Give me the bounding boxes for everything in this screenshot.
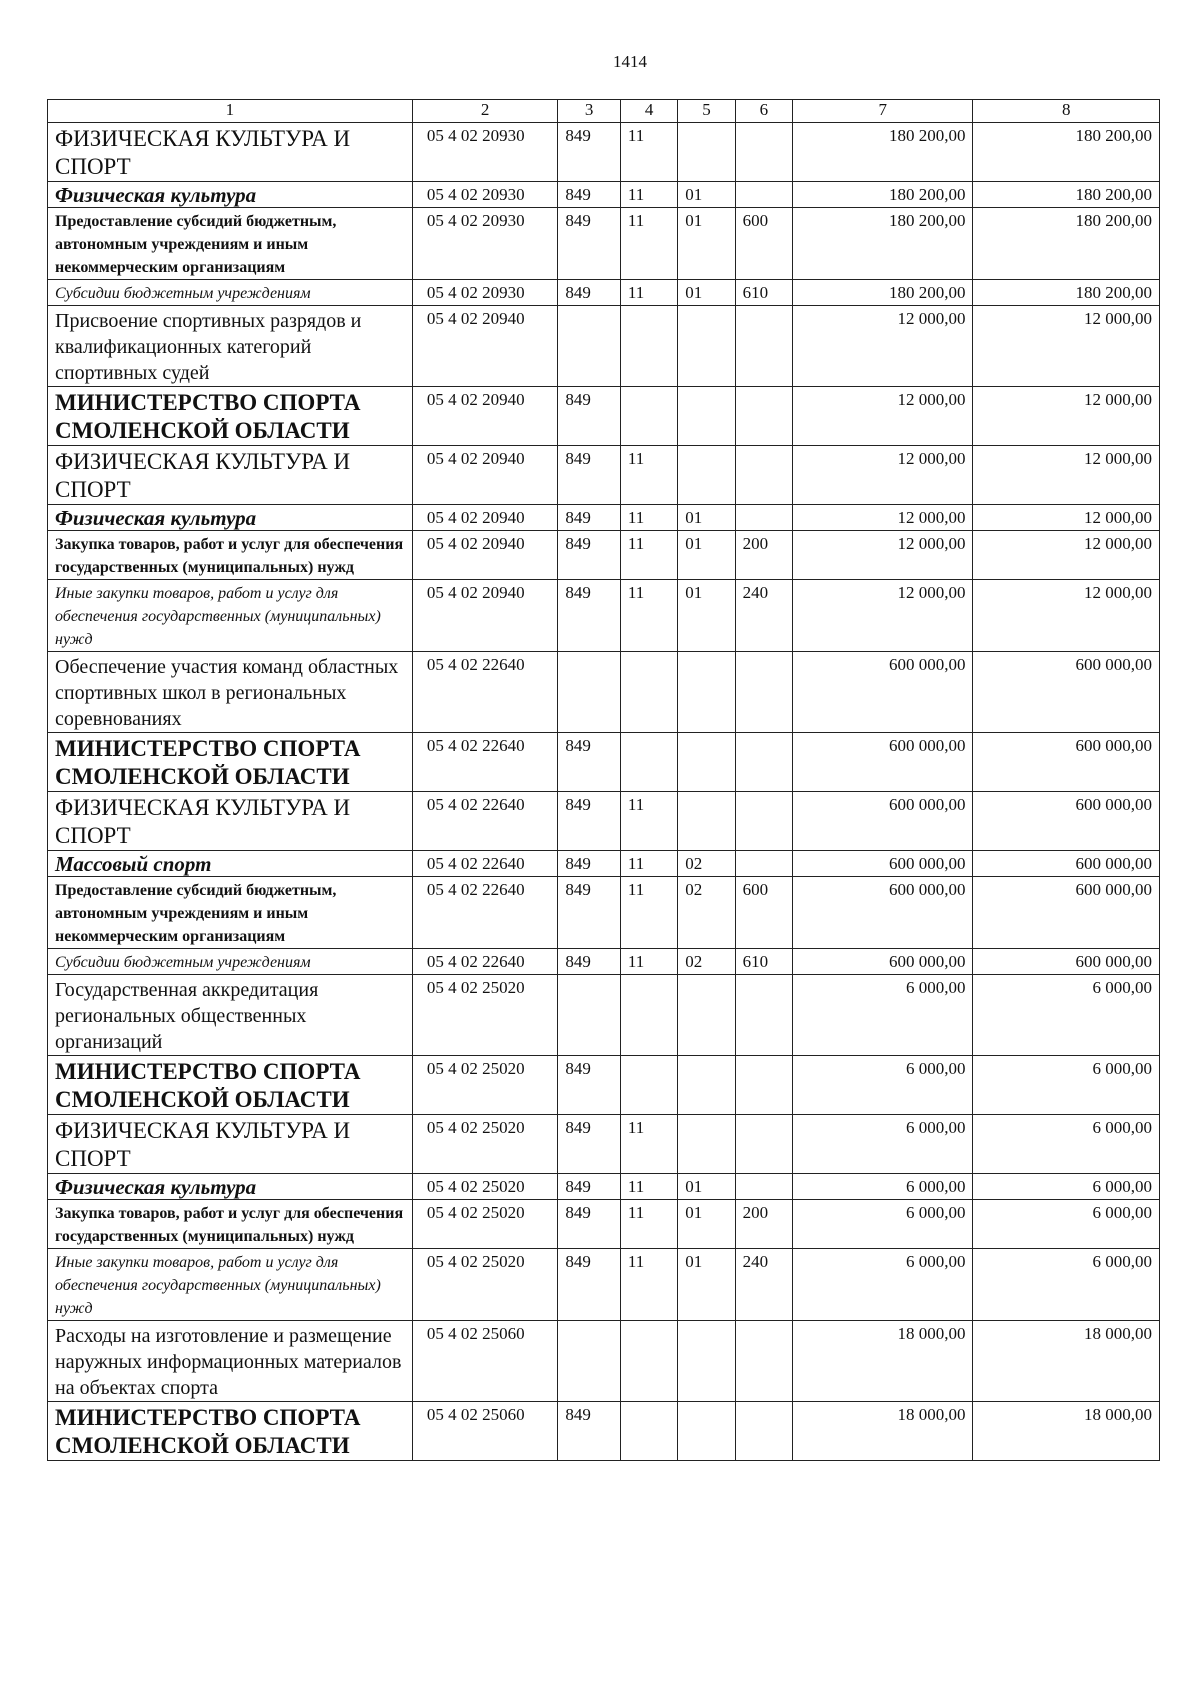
target-code: 05 4 02 20940 <box>412 387 558 446</box>
table-row <box>48 1115 1160 1174</box>
expense-type-code <box>735 505 792 531</box>
expense-type-code <box>735 975 792 1056</box>
table-row <box>48 1249 1160 1321</box>
target-code: 05 4 02 22640 <box>412 877 558 949</box>
subsection-code: 01 <box>678 208 735 280</box>
section-code: 11 <box>620 182 677 208</box>
target-code: 05 4 02 20930 <box>412 280 558 306</box>
amount-col8: 6 000,00 <box>973 1115 1160 1174</box>
table-row <box>48 1174 1160 1200</box>
table-row <box>48 652 1160 733</box>
ministry-code: 849 <box>558 580 621 652</box>
table-row <box>48 182 1160 208</box>
table-row <box>48 531 1160 580</box>
table-row <box>48 949 1160 975</box>
header-cell: 2 <box>412 100 558 123</box>
ministry-code: 849 <box>558 123 621 182</box>
amount-col8: 180 200,00 <box>973 123 1160 182</box>
subsection-code <box>678 123 735 182</box>
section-code <box>620 1056 677 1115</box>
amount-col7: 180 200,00 <box>793 280 973 306</box>
subsection-code: 02 <box>678 949 735 975</box>
section-code: 11 <box>620 792 677 851</box>
subsection-code <box>678 446 735 505</box>
amount-col8: 6 000,00 <box>973 1056 1160 1115</box>
target-code: 05 4 02 25020 <box>412 975 558 1056</box>
item-name: Субсидии бюджетным учреждениям <box>48 949 413 975</box>
section-code <box>620 306 677 387</box>
expense-type-code <box>735 182 792 208</box>
item-name: Физическая культура <box>48 1174 413 1200</box>
ministry-code: 849 <box>558 531 621 580</box>
expense-type-code: 610 <box>735 949 792 975</box>
amount-col7: 6 000,00 <box>793 1200 973 1249</box>
header-cell: 8 <box>973 100 1160 123</box>
item-name: МИНИСТЕРСТВО СПОРТА СМОЛЕНСКОЙ ОБЛАСТИ <box>48 1402 413 1461</box>
amount-col8: 180 200,00 <box>973 208 1160 280</box>
amount-col7: 6 000,00 <box>793 1056 973 1115</box>
target-code: 05 4 02 20940 <box>412 580 558 652</box>
header-cell: 6 <box>735 100 792 123</box>
section-code: 11 <box>620 877 677 949</box>
section-code: 11 <box>620 851 677 877</box>
amount-col7: 6 000,00 <box>793 975 973 1056</box>
section-code <box>620 1321 677 1402</box>
subsection-code: 02 <box>678 851 735 877</box>
item-name: Присвоение спортивных разрядов и квалификационных категорий спортивных судей <box>48 306 413 387</box>
ministry-code: 849 <box>558 208 621 280</box>
table-row <box>48 1321 1160 1402</box>
expense-type-code <box>735 652 792 733</box>
ministry-code: 849 <box>558 949 621 975</box>
ministry-code: 849 <box>558 1056 621 1115</box>
expense-type-code <box>735 1056 792 1115</box>
section-code <box>620 1402 677 1461</box>
table-row <box>48 877 1160 949</box>
ministry-code: 849 <box>558 280 621 306</box>
expense-type-code: 200 <box>735 531 792 580</box>
section-code: 11 <box>620 280 677 306</box>
amount-col7: 12 000,00 <box>793 306 973 387</box>
table-row <box>48 1402 1160 1461</box>
target-code: 05 4 02 20930 <box>412 208 558 280</box>
expense-type-code: 610 <box>735 280 792 306</box>
amount-col8: 6 000,00 <box>973 1200 1160 1249</box>
expense-type-code <box>735 446 792 505</box>
amount-col7: 600 000,00 <box>793 851 973 877</box>
item-name: ФИЗИЧЕСКАЯ КУЛЬТУРА И СПОРТ <box>48 1115 413 1174</box>
subsection-code: 01 <box>678 531 735 580</box>
amount-col8: 18 000,00 <box>973 1321 1160 1402</box>
subsection-code <box>678 1056 735 1115</box>
item-name: Физическая культура <box>48 182 413 208</box>
section-code: 11 <box>620 1249 677 1321</box>
table-row <box>48 792 1160 851</box>
subsection-code: 02 <box>678 877 735 949</box>
section-code: 11 <box>620 1174 677 1200</box>
expense-type-code <box>735 1115 792 1174</box>
amount-col7: 12 000,00 <box>793 531 973 580</box>
ministry-code <box>558 975 621 1056</box>
amount-col7: 6 000,00 <box>793 1249 973 1321</box>
expense-type-code <box>735 792 792 851</box>
target-code: 05 4 02 25020 <box>412 1115 558 1174</box>
header-cell: 4 <box>620 100 677 123</box>
subsection-code: 01 <box>678 580 735 652</box>
expense-type-code <box>735 733 792 792</box>
table-row <box>48 123 1160 182</box>
expense-type-code <box>735 387 792 446</box>
expense-type-code <box>735 306 792 387</box>
target-code: 05 4 02 22640 <box>412 733 558 792</box>
expense-type-code: 200 <box>735 1200 792 1249</box>
item-name: Обеспечение участия команд областных спортивных школ в региональных соревнованиях <box>48 652 413 733</box>
amount-col8: 600 000,00 <box>973 851 1160 877</box>
section-code: 11 <box>620 580 677 652</box>
table-row <box>48 280 1160 306</box>
ministry-code: 849 <box>558 387 621 446</box>
section-code: 11 <box>620 1200 677 1249</box>
subsection-code: 01 <box>678 1249 735 1321</box>
target-code: 05 4 02 20930 <box>412 123 558 182</box>
ministry-code: 849 <box>558 1174 621 1200</box>
subsection-code <box>678 1321 735 1402</box>
item-name: Расходы на изготовление и размещение наружных информационных материалов на объектах спорта <box>48 1321 413 1402</box>
ministry-code: 849 <box>558 1402 621 1461</box>
amount-col8: 6 000,00 <box>973 1174 1160 1200</box>
expense-type-code <box>735 1402 792 1461</box>
amount-col8: 18 000,00 <box>973 1402 1160 1461</box>
amount-col7: 600 000,00 <box>793 733 973 792</box>
ministry-code: 849 <box>558 733 621 792</box>
subsection-code: 01 <box>678 182 735 208</box>
ministry-code: 849 <box>558 877 621 949</box>
item-name: МИНИСТЕРСТВО СПОРТА СМОЛЕНСКОЙ ОБЛАСТИ <box>48 387 413 446</box>
subsection-code <box>678 792 735 851</box>
header-cell: 3 <box>558 100 621 123</box>
item-name: ФИЗИЧЕСКАЯ КУЛЬТУРА И СПОРТ <box>48 123 413 182</box>
amount-col7: 600 000,00 <box>793 877 973 949</box>
header-cell: 5 <box>678 100 735 123</box>
target-code: 05 4 02 22640 <box>412 851 558 877</box>
amount-col7: 6 000,00 <box>793 1174 973 1200</box>
item-name: Предоставление субсидий бюджетным, автономным учреждениям и иным некоммерческим организациям <box>48 877 413 949</box>
subsection-code <box>678 387 735 446</box>
subsection-code <box>678 975 735 1056</box>
expense-type-code: 240 <box>735 1249 792 1321</box>
header-row <box>48 100 1160 123</box>
subsection-code <box>678 1115 735 1174</box>
table-row <box>48 1200 1160 1249</box>
amount-col8: 600 000,00 <box>973 792 1160 851</box>
item-name: МИНИСТЕРСТВО СПОРТА СМОЛЕНСКОЙ ОБЛАСТИ <box>48 1056 413 1115</box>
table-body <box>48 100 1160 1461</box>
item-name: Иные закупки товаров, работ и услуг для обеспечения государственных (муниципальных) нужд <box>48 580 413 652</box>
budget-table <box>47 99 1160 1461</box>
item-name: Массовый спорт <box>48 851 413 877</box>
amount-col7: 600 000,00 <box>793 949 973 975</box>
table-row <box>48 975 1160 1056</box>
item-name: Субсидии бюджетным учреждениям <box>48 280 413 306</box>
target-code: 05 4 02 25060 <box>412 1402 558 1461</box>
item-name: ФИЗИЧЕСКАЯ КУЛЬТУРА И СПОРТ <box>48 792 413 851</box>
subsection-code <box>678 733 735 792</box>
ministry-code: 849 <box>558 446 621 505</box>
subsection-code <box>678 652 735 733</box>
table-row <box>48 580 1160 652</box>
item-name: Закупка товаров, работ и услуг для обеспечения государственных (муниципальных) нужд <box>48 1200 413 1249</box>
amount-col8: 12 000,00 <box>973 306 1160 387</box>
expense-type-code: 600 <box>735 208 792 280</box>
expense-type-code: 600 <box>735 877 792 949</box>
ministry-code: 849 <box>558 1200 621 1249</box>
target-code: 05 4 02 25020 <box>412 1200 558 1249</box>
table-row <box>48 1056 1160 1115</box>
subsection-code <box>678 306 735 387</box>
section-code <box>620 975 677 1056</box>
item-name: Иные закупки товаров, работ и услуг для обеспечения государственных (муниципальных) нужд <box>48 1249 413 1321</box>
item-name: Физическая культура <box>48 505 413 531</box>
target-code: 05 4 02 20940 <box>412 531 558 580</box>
ministry-code: 849 <box>558 1115 621 1174</box>
target-code: 05 4 02 25020 <box>412 1249 558 1321</box>
target-code: 05 4 02 25020 <box>412 1056 558 1115</box>
amount-col7: 12 000,00 <box>793 505 973 531</box>
amount-col8: 12 000,00 <box>973 505 1160 531</box>
section-code: 11 <box>620 123 677 182</box>
target-code: 05 4 02 25060 <box>412 1321 558 1402</box>
amount-col8: 600 000,00 <box>973 949 1160 975</box>
section-code: 11 <box>620 505 677 531</box>
amount-col7: 12 000,00 <box>793 446 973 505</box>
subsection-code: 01 <box>678 1200 735 1249</box>
ministry-code <box>558 306 621 387</box>
table-row <box>48 505 1160 531</box>
amount-col8: 6 000,00 <box>973 975 1160 1056</box>
amount-col8: 12 000,00 <box>973 531 1160 580</box>
section-code <box>620 387 677 446</box>
ministry-code: 849 <box>558 1249 621 1321</box>
section-code <box>620 733 677 792</box>
header-cell: 1 <box>48 100 413 123</box>
expense-type-code: 240 <box>735 580 792 652</box>
section-code: 11 <box>620 949 677 975</box>
table-row <box>48 306 1160 387</box>
ministry-code <box>558 1321 621 1402</box>
section-code: 11 <box>620 531 677 580</box>
amount-col7: 12 000,00 <box>793 387 973 446</box>
amount-col8: 180 200,00 <box>973 280 1160 306</box>
amount-col7: 600 000,00 <box>793 792 973 851</box>
amount-col7: 600 000,00 <box>793 652 973 733</box>
table-row <box>48 208 1160 280</box>
subsection-code: 01 <box>678 280 735 306</box>
item-name: Закупка товаров, работ и услуг для обеспечения государственных (муниципальных) нужд <box>48 531 413 580</box>
amount-col8: 600 000,00 <box>973 652 1160 733</box>
table-row <box>48 851 1160 877</box>
target-code: 05 4 02 20940 <box>412 505 558 531</box>
ministry-code <box>558 652 621 733</box>
amount-col7: 6 000,00 <box>793 1115 973 1174</box>
target-code: 05 4 02 22640 <box>412 652 558 733</box>
header-cell: 7 <box>793 100 973 123</box>
amount-col8: 600 000,00 <box>973 877 1160 949</box>
subsection-code <box>678 1402 735 1461</box>
amount-col7: 12 000,00 <box>793 580 973 652</box>
table-row <box>48 387 1160 446</box>
amount-col8: 12 000,00 <box>973 580 1160 652</box>
amount-col7: 18 000,00 <box>793 1402 973 1461</box>
expense-type-code <box>735 1174 792 1200</box>
amount-col8: 12 000,00 <box>973 387 1160 446</box>
section-code <box>620 652 677 733</box>
expense-type-code <box>735 123 792 182</box>
amount-col8: 600 000,00 <box>973 733 1160 792</box>
amount-col8: 6 000,00 <box>973 1249 1160 1321</box>
ministry-code: 849 <box>558 792 621 851</box>
expense-type-code <box>735 851 792 877</box>
table-row <box>48 733 1160 792</box>
ministry-code: 849 <box>558 182 621 208</box>
table-row <box>48 446 1160 505</box>
page-number: 1414 <box>613 52 647 71</box>
item-name: Предоставление субсидий бюджетным, автономным учреждениям и иным некоммерческим организациям <box>48 208 413 280</box>
section-code: 11 <box>620 446 677 505</box>
target-code: 05 4 02 22640 <box>412 792 558 851</box>
section-code: 11 <box>620 208 677 280</box>
amount-col7: 18 000,00 <box>793 1321 973 1402</box>
amount-col7: 180 200,00 <box>793 182 973 208</box>
target-code: 05 4 02 22640 <box>412 949 558 975</box>
expense-type-code <box>735 1321 792 1402</box>
amount-col8: 180 200,00 <box>973 182 1160 208</box>
section-code: 11 <box>620 1115 677 1174</box>
target-code: 05 4 02 25020 <box>412 1174 558 1200</box>
item-name: МИНИСТЕРСТВО СПОРТА СМОЛЕНСКОЙ ОБЛАСТИ <box>48 733 413 792</box>
target-code: 05 4 02 20940 <box>412 446 558 505</box>
subsection-code: 01 <box>678 505 735 531</box>
ministry-code: 849 <box>558 505 621 531</box>
ministry-code: 849 <box>558 851 621 877</box>
item-name: Государственная аккредитация региональных общественных организаций <box>48 975 413 1056</box>
amount-col7: 180 200,00 <box>793 208 973 280</box>
amount-col7: 180 200,00 <box>793 123 973 182</box>
target-code: 05 4 02 20940 <box>412 306 558 387</box>
subsection-code: 01 <box>678 1174 735 1200</box>
target-code: 05 4 02 20930 <box>412 182 558 208</box>
item-name: ФИЗИЧЕСКАЯ КУЛЬТУРА И СПОРТ <box>48 446 413 505</box>
amount-col8: 12 000,00 <box>973 446 1160 505</box>
